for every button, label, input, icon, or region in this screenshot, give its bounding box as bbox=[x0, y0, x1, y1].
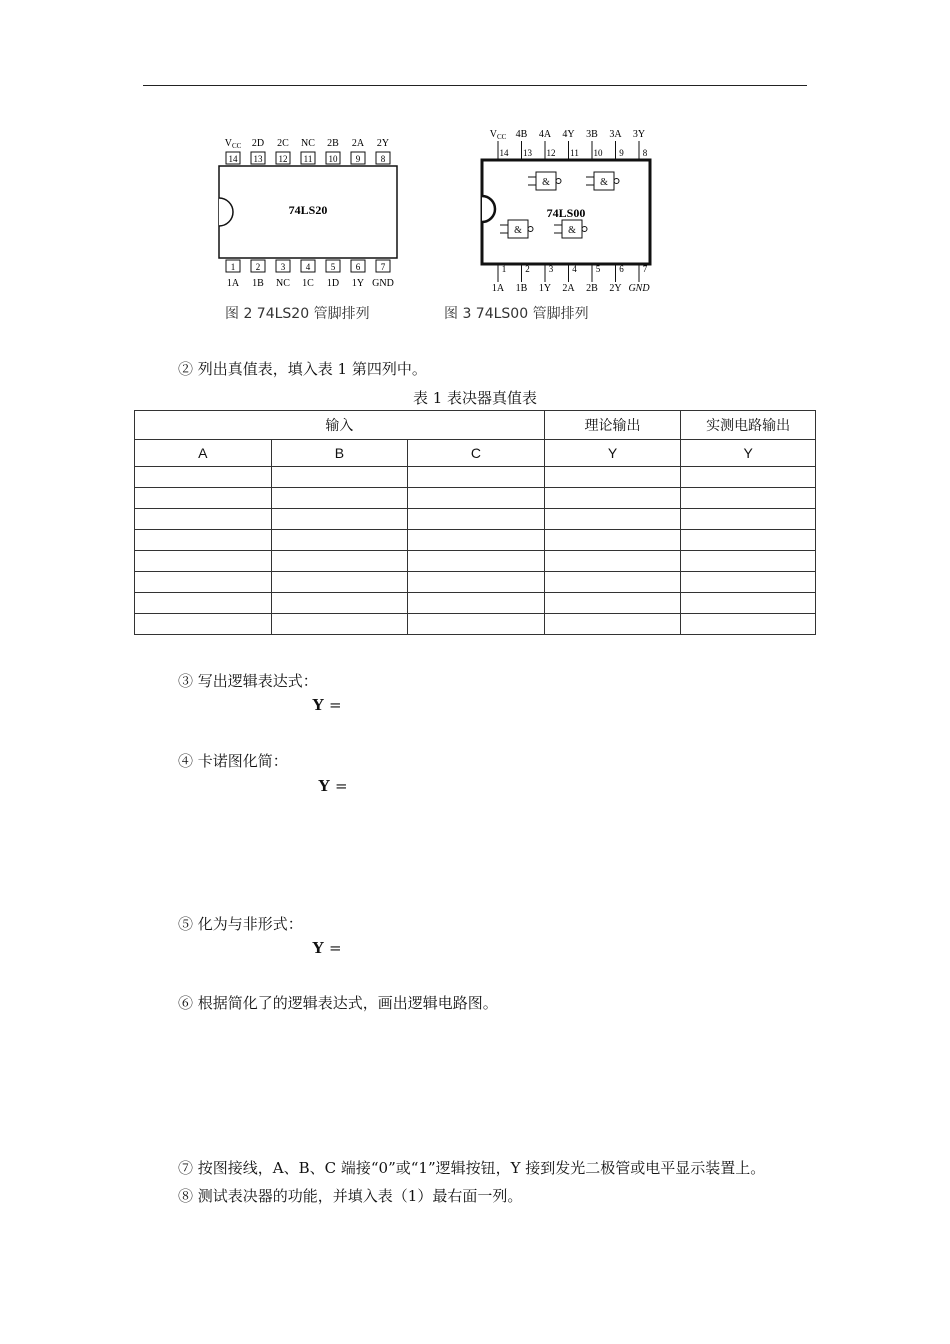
formula-var: Y bbox=[312, 695, 325, 714]
bottom-pin-number: 6 bbox=[355, 262, 361, 272]
formula-nand bbox=[312, 938, 342, 958]
top-pin-number: 9 bbox=[355, 154, 361, 164]
figure-74ls00-pinout bbox=[478, 124, 668, 296]
col-a: A bbox=[135, 440, 272, 467]
top-pin-number: 13 bbox=[523, 148, 532, 158]
table-row bbox=[135, 488, 816, 509]
top-pin-label: $V_{CC}$ bbox=[489, 129, 507, 141]
top-pin-label: 4B bbox=[515, 129, 528, 140]
col-b: B bbox=[271, 440, 408, 467]
table-row bbox=[135, 614, 816, 635]
step-8: ⑧ 测试表决器的功能，并填入表（1）最右面一列。 bbox=[178, 1187, 523, 1205]
top-pin-number: 12 bbox=[546, 148, 556, 158]
nand-bubble bbox=[582, 227, 587, 232]
top-pin-label: 3B bbox=[586, 129, 598, 140]
col-y-measured: Y bbox=[681, 440, 816, 467]
bottom-pin-label: 1B bbox=[515, 283, 528, 294]
top-pin-number: 14 bbox=[499, 148, 509, 158]
col-y-theory: Y bbox=[544, 440, 681, 467]
header-rule bbox=[143, 85, 807, 86]
top-pin-label: NC bbox=[301, 138, 315, 149]
table-row bbox=[135, 509, 816, 530]
step-7: ⑦ 按图接线，A、B、C 端接“0”或“1”逻辑按钮，Y 接到发光二极管或电平显示装置上。 bbox=[178, 1159, 766, 1177]
top-pin-label: 4Y bbox=[562, 129, 575, 140]
bottom-pin-number: 7 bbox=[380, 262, 386, 272]
nand-bubble bbox=[614, 179, 619, 184]
table-row bbox=[135, 551, 816, 572]
table-title: 表 1 表决器真值表 bbox=[412, 389, 538, 407]
bottom-pin-label: 1Y bbox=[538, 283, 552, 294]
bottom-pin-number: 5 bbox=[595, 264, 601, 274]
bottom-pin-number: 1 bbox=[230, 262, 236, 272]
truth-table bbox=[134, 410, 816, 635]
step-3: ③ 写出逻辑表达式： bbox=[178, 672, 318, 690]
bottom-pin-label: 2B bbox=[586, 283, 598, 294]
nand-bubble bbox=[556, 179, 561, 184]
bottom-pin-label: 1C bbox=[302, 278, 314, 289]
bottom-pin-number: 4 bbox=[572, 264, 577, 274]
table-row bbox=[135, 530, 816, 551]
bottom-pin-label: 2Y bbox=[609, 283, 622, 294]
top-pin-number: 14 bbox=[228, 154, 238, 164]
table-row bbox=[135, 467, 816, 488]
header-measured-output: 实测电路输出 bbox=[681, 411, 816, 440]
top-pin-number: 8 bbox=[642, 148, 648, 158]
top-pin-number: 8 bbox=[380, 154, 386, 164]
bottom-pin-number: 6 bbox=[619, 264, 624, 274]
top-pin-label: 2Y bbox=[376, 138, 390, 149]
bottom-pin-number: 5 bbox=[330, 262, 336, 272]
bottom-pin-label: GND bbox=[628, 283, 650, 294]
formula-eq: = bbox=[324, 939, 342, 957]
formula-var: Y bbox=[312, 938, 325, 957]
header-theory-output: 理论输出 bbox=[544, 411, 681, 440]
figure2-caption: 图 2 74LS20 管脚排列 bbox=[225, 306, 370, 322]
col-c: C bbox=[408, 440, 545, 467]
top-pin-label: $V_{CC}$ bbox=[224, 138, 242, 150]
formula-eq: = bbox=[330, 777, 348, 795]
gate-symbol: & bbox=[600, 177, 608, 188]
bottom-pin-number: 1 bbox=[501, 264, 507, 274]
header-input: 输入 bbox=[135, 411, 545, 440]
bottom-pin-number: 2 bbox=[525, 264, 530, 274]
nand-bubble bbox=[528, 227, 533, 232]
figure3-caption: 图 3 74LS00 管脚排列 bbox=[444, 306, 589, 322]
bottom-pin-label: 1B bbox=[252, 278, 264, 289]
bottom-pin-label: 1A bbox=[491, 283, 505, 294]
formula-eq: = bbox=[324, 696, 342, 714]
top-pin-label: 2D bbox=[251, 138, 265, 149]
step-2: ② 列出真值表，填入表 1 第四列中。 bbox=[178, 360, 427, 378]
bottom-pin-label: 1A bbox=[226, 278, 240, 289]
formula-karnaugh bbox=[318, 776, 348, 796]
table-row bbox=[135, 593, 816, 614]
top-pin-number: 12 bbox=[278, 154, 288, 164]
top-pin-number: 11 bbox=[570, 148, 579, 158]
formula-expression bbox=[312, 695, 342, 715]
chip-label-74ls20: 74LS20 bbox=[288, 203, 328, 217]
top-pin-label: 4A bbox=[538, 129, 552, 140]
gate-symbol: & bbox=[568, 225, 576, 236]
top-pin-number: 13 bbox=[253, 154, 263, 164]
top-pin-label: 2B bbox=[327, 138, 339, 149]
top-pin-label: 3Y bbox=[632, 129, 646, 140]
table-row bbox=[135, 572, 816, 593]
bottom-pin-label: NC bbox=[276, 278, 290, 289]
bottom-pin-number: 7 bbox=[642, 264, 648, 274]
bottom-pin-number: 3 bbox=[548, 264, 554, 274]
gate-symbol: & bbox=[542, 177, 550, 188]
bottom-pin-number: 2 bbox=[255, 262, 261, 272]
bottom-pin-label: GND bbox=[372, 278, 394, 289]
top-pin-label: 3A bbox=[609, 129, 622, 140]
top-pin-number: 10 bbox=[593, 148, 603, 158]
formula-var: Y bbox=[318, 776, 331, 795]
figure-74ls20-pinout bbox=[212, 128, 412, 294]
bottom-pin-label: 1Y bbox=[351, 278, 365, 289]
step-5: ⑤ 化为与非形式： bbox=[178, 915, 303, 933]
top-pin-number: 9 bbox=[619, 148, 624, 158]
bottom-pin-label: 2A bbox=[562, 283, 575, 294]
top-pin-label: 2C bbox=[277, 138, 289, 149]
top-pin-number: 11 bbox=[303, 154, 313, 164]
step-6: ⑥ 根据简化了的逻辑表达式，画出逻辑电路图。 bbox=[178, 994, 498, 1012]
chip-label-74ls00: 74LS00 bbox=[546, 206, 586, 220]
top-pin-label: 2A bbox=[351, 138, 365, 149]
bottom-pin-number: 3 bbox=[280, 262, 286, 272]
gate-symbol: & bbox=[514, 225, 522, 236]
bottom-pin-number: 4 bbox=[305, 262, 311, 272]
top-pin-number: 10 bbox=[328, 154, 338, 164]
bottom-pin-label: 1D bbox=[326, 278, 340, 289]
step-4: ④ 卡诺图化简： bbox=[178, 752, 288, 770]
